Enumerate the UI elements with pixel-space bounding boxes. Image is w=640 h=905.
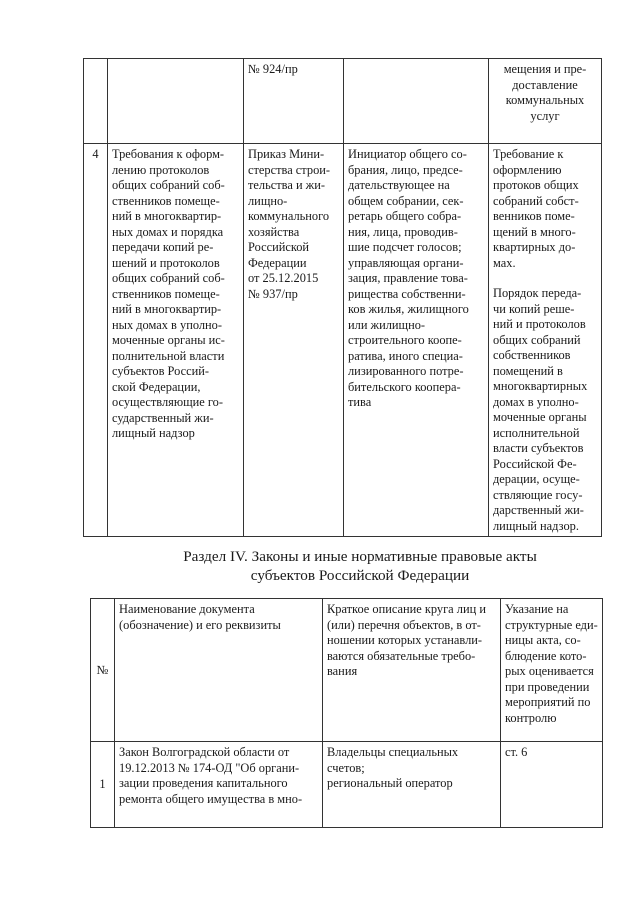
- table-row: [91, 742, 603, 828]
- description-cell: Владельцы специальных счетов; региональный оператор: [323, 742, 501, 828]
- row-number-cell: 4: [84, 144, 108, 537]
- scope-cell: [489, 144, 602, 537]
- persons-cell: Инициатор общего со- брания, лицо, предсе- дательствующее на общем собрании, сек- ретарь общего собра- ния, лица, проводив- шие подсчет голосов; управляющая органи- зация, правление това- рищества собственни- ков жилья, жилищного или жилищно- строительного коопе- ратива, иного специа- лизированного потре- бительского коопера- тива: [344, 144, 489, 537]
- table-row: [84, 59, 602, 144]
- requirements-cell: Требования к оформ- лению протоколов общих собраний соб- ственников помеще- ний в многоквартир- ных домах и порядка передачи копий ре- шений и протоколов общих собраний соб- ственников помеще- ний в многоквартир- ных домах в уполно- моченные органы ис- полнительной власти субъектов Россий- ской Федерации, осуществляющие го- сударственный жи- лищный надзор: [108, 144, 244, 537]
- row-number-cell: 1: [91, 742, 115, 828]
- units-cell: ст. 6: [501, 742, 603, 828]
- act-cell: № 924/пр: [244, 59, 344, 144]
- requirements-table-continued: [83, 58, 602, 537]
- table-header-row: [91, 599, 603, 742]
- table-row: [84, 144, 602, 537]
- persons-cell: [344, 59, 489, 144]
- header-description: Краткое описание круга лиц и (или) перечня объектов, в от- ношении которых устанавли- ваются обязательные требо- вания: [323, 599, 501, 742]
- scope-paragraph-2: Порядок переда- чи копий реше- ний и протоколов общих собраний собственников помещений в многоквартирных домах в уполно- моченные органы исполнительной власти субъектов Российской Фе- дерации, осуще- ствляющие госу- дарственный жи- лищный надзор.: [493, 286, 588, 533]
- row-number-cell: [84, 59, 108, 144]
- document-cell: Закон Волгоградской области от 19.12.2013 № 174-ОД "Об органи- зации проведения капитального ремонта общего имущества в мно-: [115, 742, 323, 828]
- header-document: Наименование документа (обозначение) и его реквизиты: [115, 599, 323, 742]
- scope-cell: мещения и пре- доставление коммунальных услуг: [489, 59, 602, 144]
- section-heading: [170, 547, 550, 585]
- header-number: №: [91, 599, 115, 742]
- scope-paragraph-1: Требование к оформлению протоков общих собраний собст- венников поме- щений в много- квартирных до- мах.: [493, 147, 579, 270]
- act-cell: Приказ Мини- стерства строи- тельства и жи- лищно- коммунального хозяйства Российской Федерации от 25.12.2015 № 937/пр: [244, 144, 344, 537]
- requirements-cell: [108, 59, 244, 144]
- section-title-line-2: субъектов Российской Федерации: [250, 567, 470, 584]
- regional-laws-table: [90, 598, 603, 828]
- section-title-line-1: Раздел IV. Законы и иные нормативные правовые акты: [183, 548, 537, 565]
- header-units: Указание на структурные еди- ницы акта, со- блюдение кото- рых оценивается при проведении мероприятий по контролю: [501, 599, 603, 742]
